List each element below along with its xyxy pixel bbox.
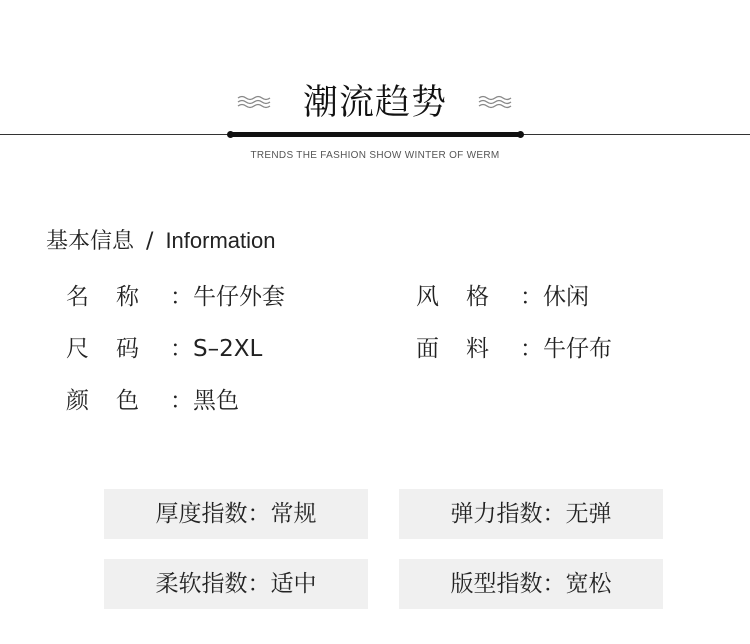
info-row-name: 名 称 ：牛仔外套 — [66, 284, 285, 310]
divider-dot — [227, 131, 234, 138]
divider-accent — [230, 132, 522, 137]
info-value: 牛仔外套 — [193, 284, 285, 310]
info-row-material: 面 料 ：牛仔布 — [416, 336, 612, 362]
section-title: 潮流趋势 — [302, 83, 447, 123]
info-value: 休闲 — [543, 284, 589, 310]
index-fit: 版型指数：宽松 — [399, 559, 663, 609]
index-elasticity: 弹力指数：无弹 — [399, 489, 663, 539]
index-thickness: 厚度指数：常规 — [104, 489, 368, 539]
info-heading-separator: / — [146, 229, 154, 254]
index-softness: 柔软指数：适中 — [104, 559, 368, 609]
info-value: S–2XL — [193, 336, 263, 362]
info-row-color: 颜 色 ：黑色 — [66, 388, 239, 414]
wave-icon — [478, 94, 514, 110]
info-heading-cn: 基本信息 — [46, 229, 135, 254]
info-row-size: 尺 码 ：S–2XL — [66, 336, 263, 362]
section-header — [0, 0, 750, 170]
info-value: 黑色 — [193, 388, 239, 414]
info-value: 牛仔布 — [543, 336, 612, 362]
section-subtitle: TRENDS THE FASHION SHOW WINTER OF WERM — [250, 150, 500, 161]
info-row-style: 风 格 ：休闲 — [416, 284, 589, 310]
divider-dot — [517, 131, 524, 138]
info-heading-en: Information — [165, 228, 276, 253]
info-heading — [46, 226, 276, 257]
